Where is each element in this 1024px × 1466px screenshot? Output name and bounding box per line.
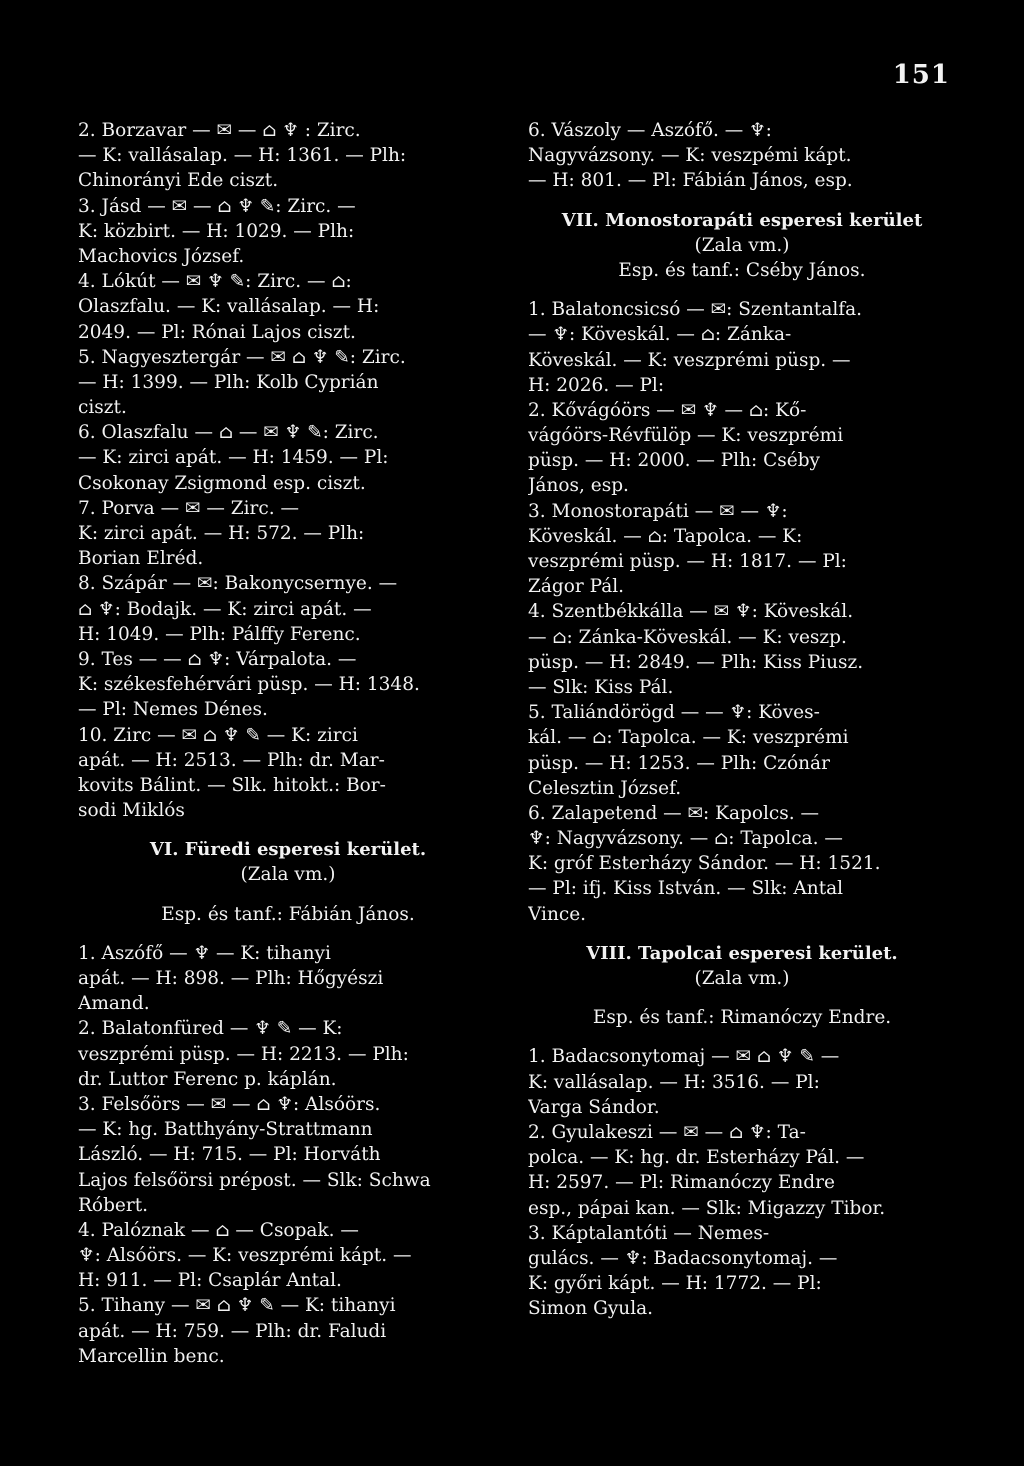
text-line: Amand. [78,993,150,1015]
text-line: Varga Sándor. [528,1096,660,1118]
text-line: ♆: Nagyvázsony. — ⌂: Tapolca. — [528,828,843,850]
text-line: — K: hg. Batthyány-Strattmann [78,1119,373,1141]
blank-line [528,1030,956,1044]
text-line: püsp. — H: 1253. — Plh: Czónár [528,752,830,774]
text-line: dr. Luttor Ferenc p. káplán. [78,1068,337,1090]
text-line: 4. Palóznak — ⌂ — Csopak. — [78,1219,359,1241]
blank-line [528,194,956,208]
text-line: kál. — ⌂: Tapolca. — K: veszprémi [528,727,849,749]
text-line: 9. Tes — — ⌂ ♆: Várpalota. — [78,648,357,670]
text-line: 4. Szentbékkálla — ✉ ♆: Köveskál. [528,601,854,623]
text-line: 10. Zirc — ✉ ⌂ ♆ ✎ — K: zirci [78,724,358,746]
text-line: Chinorányi Ede ciszt. [78,170,279,192]
text-line: 4. Lókút — ✉ ♆ ✎: Zirc. — ⌂: [78,271,352,293]
left-column [78,118,498,1369]
text-line: János, esp. [528,475,629,497]
text-line: gulács. — ♆: Badacsonytomaj. — [528,1247,838,1269]
text-line: — Slk: Kiss Pál. [528,676,674,698]
text-line: ⌂ ♆: Bodajk. — K: zirci apát. — [78,598,372,620]
text-line: esp., pápai kan. — Slk: Migazzy Tibor. [528,1197,886,1219]
blank-line [528,991,956,1005]
text-line: VIII. Tapolcai esperesi kerület. [586,942,898,964]
text-line: (Zala vm.) [240,864,336,886]
text-line: H: 1049. — Plh: Pálffy Ferenc. [78,623,361,645]
text-line: Róbert. [78,1194,149,1216]
text-line: 2049. — Pl: Rónai Lajos ciszt. [78,321,356,343]
text-line: 2. Gyulakeszi — ✉ — ⌂ ♆: Ta- [528,1121,806,1143]
text-line: — ⌂: Zánka-Köveskál. — K: veszp. [528,626,847,648]
text-line: apát. — H: 2513. — Plh: dr. Mar- [78,749,385,771]
text-line: ciszt. [78,397,127,419]
text-line: 3. Felsőörs — ✉ — ⌂ ♆: Alsóörs. [78,1093,381,1115]
text-line: (Zala vm.) [694,968,790,989]
text-line: Olaszfalu. — K: vallásalap. — H: [78,296,380,318]
text-line: Csokonay Zsigmond esp. ciszt. [78,472,366,494]
text-line: K: közbirt. — H: 1029. — Plh: [78,220,355,242]
text-line: Lajos felsőörsi prépost. — Slk: Schwa [78,1169,431,1191]
text-line: H: 2597. — Pl: Rimanóczy Endre [528,1172,835,1194]
text-line: H: 911. — Pl: Csaplár Antal. [78,1270,342,1292]
text-line: K: székesfehérvári püsp. — H: 1348. [78,674,420,696]
text-line: Vince. [528,903,587,925]
text-line: — ♆: Köveskál. — ⌂: Zánka- [528,324,792,346]
text-line: veszprémi püsp. — H: 1817. — Pl: [528,551,847,572]
text-line: püsp. — H: 2000. — Plh: Cséby [528,450,820,472]
text-line: K: győri kápt. — H: 1772. — Pl: [528,1273,822,1295]
text-line: 1. Aszófő — ♆ — K: tihanyi [78,942,331,964]
text-line: ♆: Alsóörs. — K: veszprémi kápt. — [78,1245,412,1267]
text-line: polca. — K: hg. dr. Esterházy Pál. — [528,1147,865,1169]
text-line: 3. Monostorapáti — ✉ — ♆: [528,500,788,522]
text-line: Köveskál. — ⌂: Tapolca. — K: [528,525,803,547]
text-line: 3. Jásd — ✉ — ⌂ ♆ ✎: Zirc. — [78,195,356,217]
text-line: (Zala vm.) [694,234,790,256]
text-line: Esp. és tanf.: Fábián János. [161,903,415,925]
text-line: — Pl: Nemes Dénes. [78,699,268,721]
page-number: 151 [892,60,950,90]
text-line: Nagyvázsony. — K: veszpémi kápt. [528,145,852,167]
blank-line [528,283,956,297]
text-line: 1. Balatoncsicsó — ✉: Szentantalfa. [528,299,863,321]
text-line: apát. — H: 898. — Plh: Hőgyészi [78,968,384,989]
text-line: — H: 801. — Pl: Fábián János, esp. [528,170,853,192]
text-line: vágóörs-Révfülöp — K: veszprémi [528,425,844,447]
text-line: 6. Zalapetend — ✉: Kapolcs. — [528,802,820,824]
text-line: Esp. és tanf.: Rimanóczy Endre. [592,1007,892,1029]
blank-line [78,888,498,902]
text-line: Esp. és tanf.: Cséby János. [618,259,866,281]
text-line: Celesztin József. [528,777,682,799]
text-line: Marcellin benc. [78,1345,225,1367]
text-line: 2. Kővágóörs — ✉ ♆ — ⌂: Kő- [528,399,807,421]
text-line: 6. Olaszfalu — ⌂ — ✉ ♆ ✎: Zirc. [78,422,379,444]
text-line: püsp. — H: 2849. — Plh: Kiss Piusz. [528,651,864,673]
text-line: Simon Gyula. [528,1298,654,1320]
text-line: sodi Miklós [78,800,185,822]
text-line: 7. Porva — ✉ — Zirc. — [78,497,299,519]
text-line: 8. Szápár — ✉: Bakonycsernye. — [78,573,398,595]
text-line: VII. Monostorapáti esperesi kerület [561,209,923,231]
right-column [528,118,956,1321]
text-line: 1. Badacsonytomaj — ✉ ⌂ ♆ ✎ — [528,1046,840,1068]
text-line: K: zirci apát. — H: 572. — Plh: [78,523,365,544]
text-line: — K: zirci apát. — H: 1459. — Pl: [78,447,389,469]
text-line: Machovics József. [78,245,245,267]
text-line: Köveskál. — K: veszprémi püsp. — [528,349,851,371]
text-line: 5. Taliándörögd — — ♆: Köves- [528,702,820,724]
text-line: — Pl: ifj. Kiss István. — Slk: Antal [528,878,844,900]
text-line: VI. Füredi esperesi kerület. [149,839,427,861]
text-line: László. — H: 715. — Pl: Horváth [78,1144,381,1166]
text-line: Zágor Pál. [528,576,625,598]
text-line: kovits Bálint. — Slk. hitokt.: Bor- [78,774,386,796]
text-line: 2. Borzavar — ✉ — ⌂ ♆ : Zirc. [78,120,361,141]
text-line: 2. Balatonfüred — ♆ ✎ — K: [78,1018,343,1040]
text-line: 5. Tihany — ✉ ⌂ ♆ ✎ — K: tihanyi [78,1295,396,1317]
text-line: 5. Nagyesztergár — ✉ ⌂ ♆ ✎: Zirc. [78,346,406,368]
text-line: veszprémi püsp. — H: 2213. — Plh: [78,1043,409,1065]
text-line: 6. Vászoly — Aszófő. — ♆: [528,120,772,141]
text-line: Borian Elréd. [78,548,204,570]
blank-line [78,927,498,941]
blank-line [78,823,498,837]
text-line: — H: 1399. — Plh: Kolb Cyprián [78,371,379,393]
text-line: K: gróf Esterházy Sándor. — H: 1521. [528,853,881,875]
text-line: apát. — H: 759. — Plh: dr. Faludi [78,1320,387,1342]
text-line: H: 2026. — Pl: [528,374,665,396]
text-line: 3. Káptalantóti — Nemes- [528,1222,770,1244]
blank-line [528,927,956,941]
text-line: — K: vallásalap. — H: 1361. — Plh: [78,145,407,167]
text-line: K: vallásalap. — H: 3516. — Pl: [528,1071,820,1093]
